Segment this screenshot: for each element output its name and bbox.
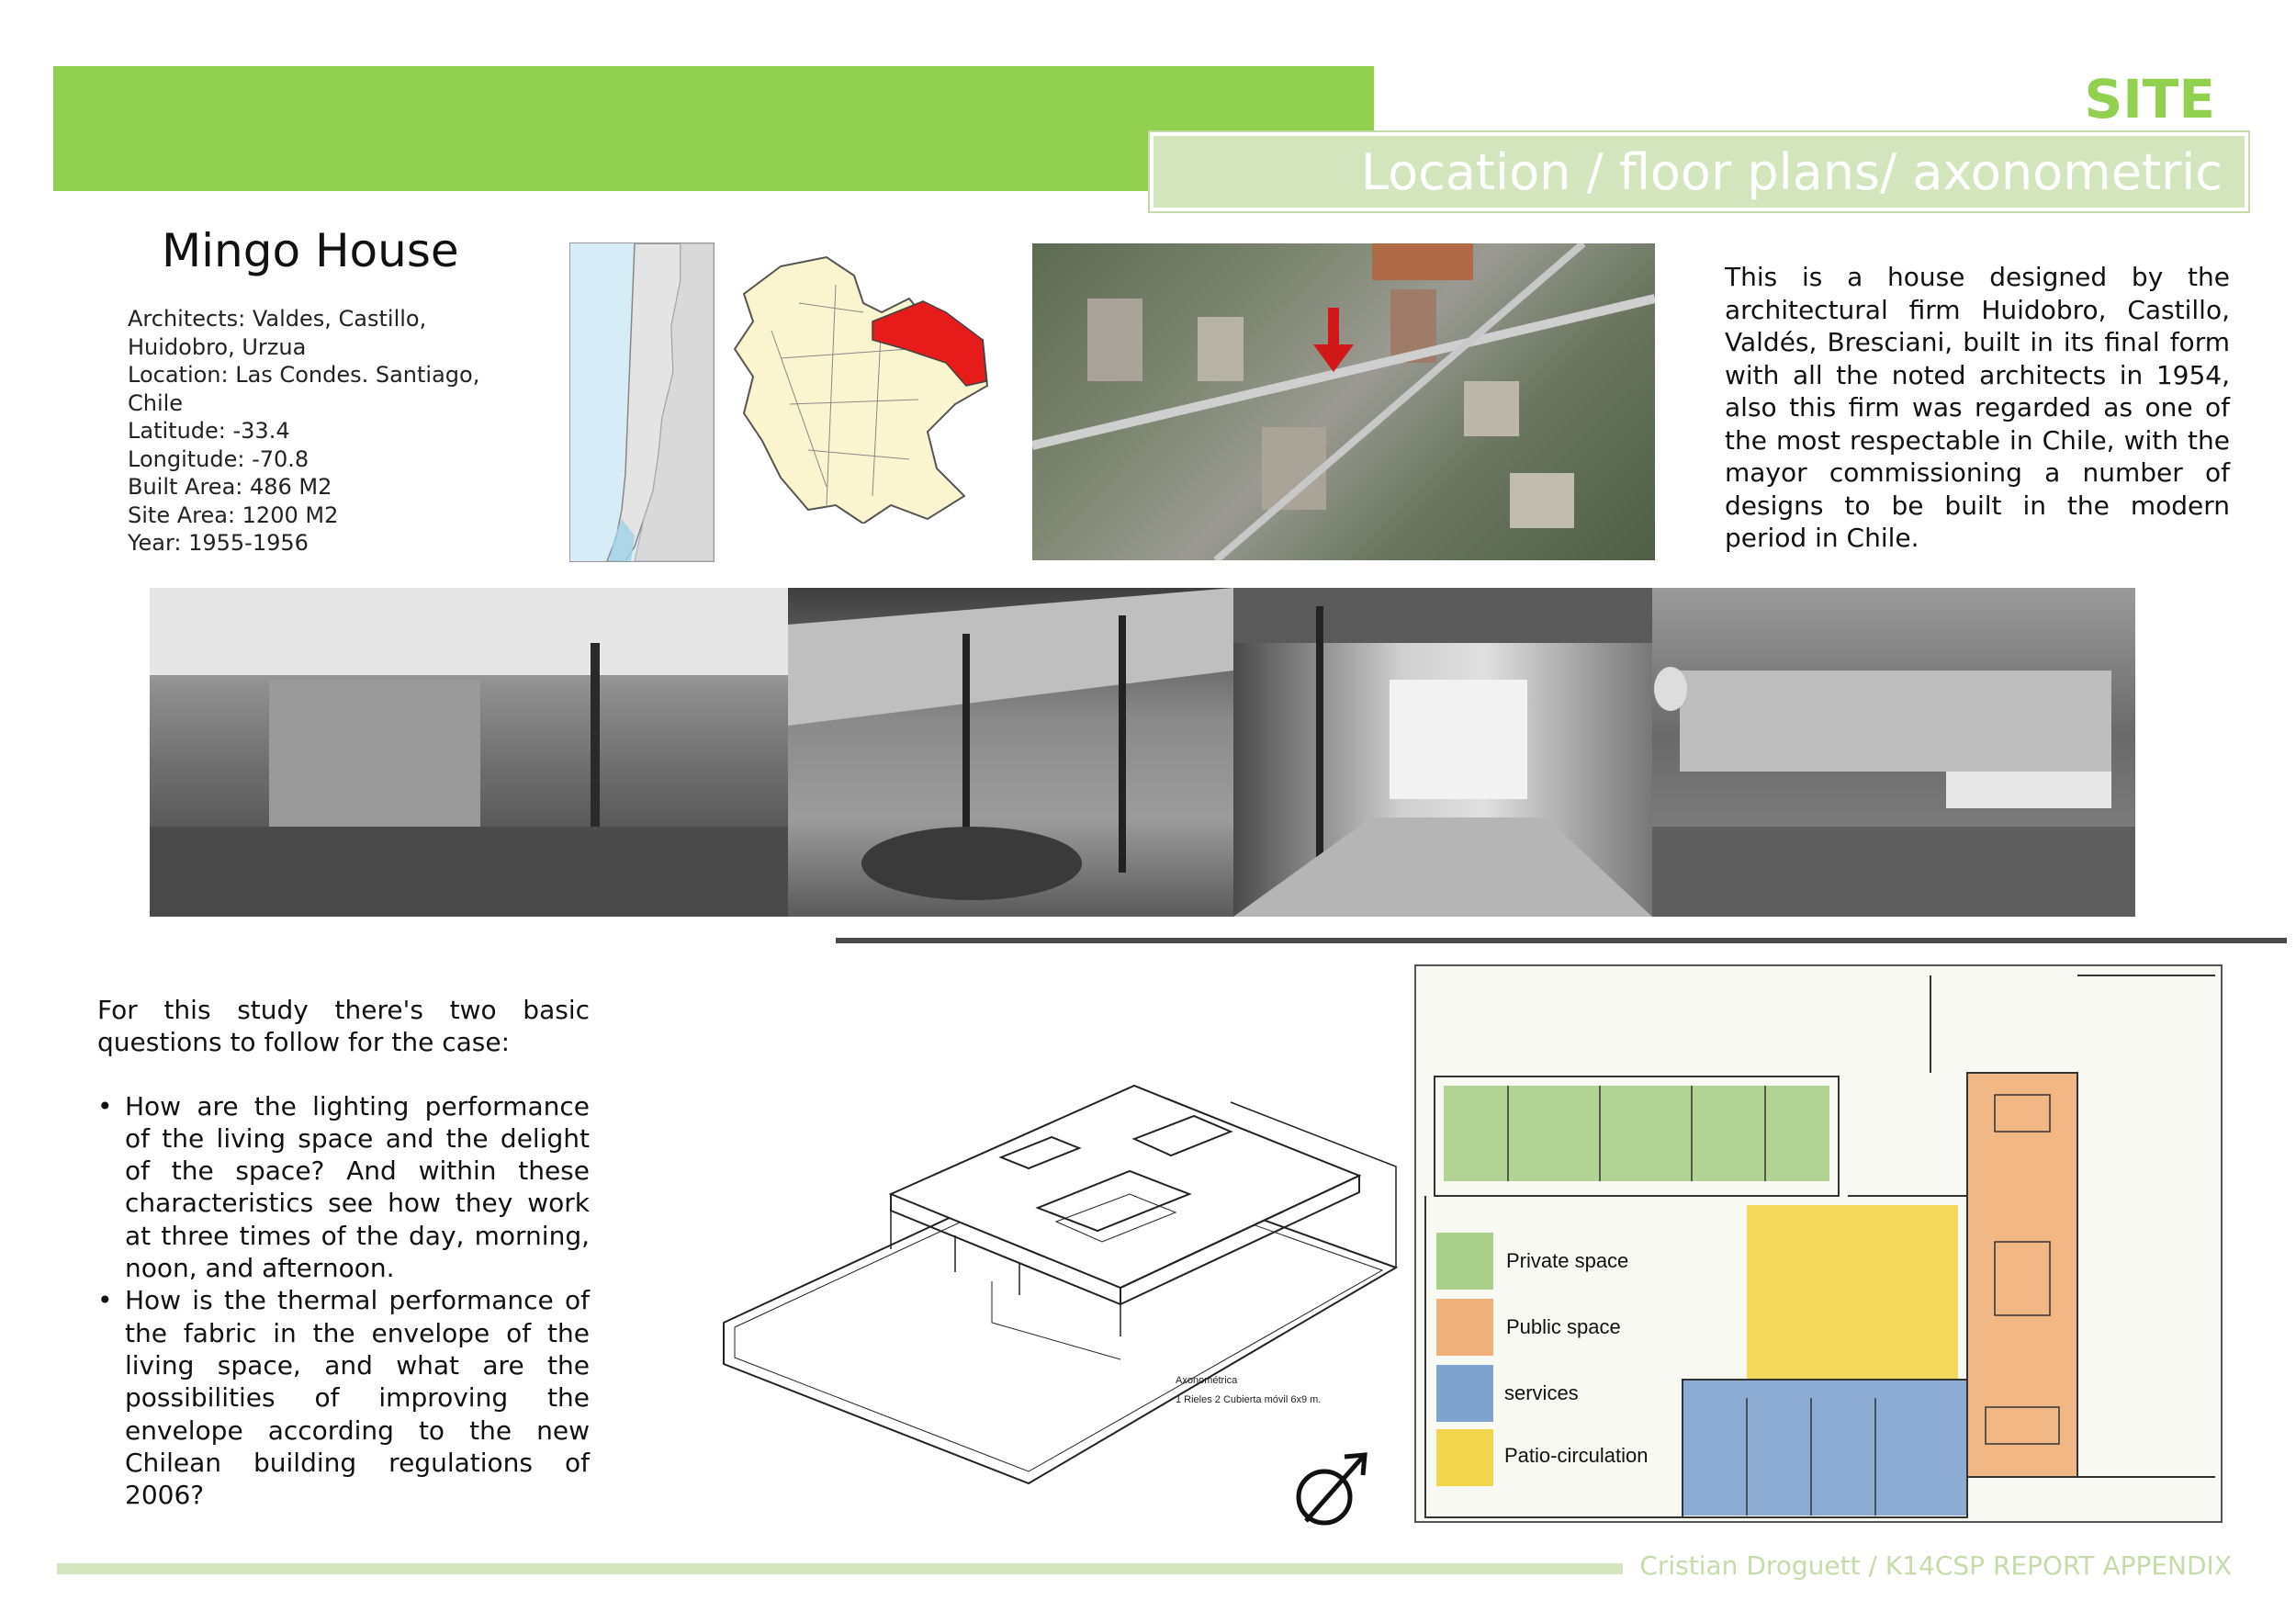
intro-paragraph: This is a house designed by the architectural firm Huidobro, Castillo, Valdés, Bresciani, built in its final form with all the noted architects in 1954, also this firm was regarded as one of the most respectable in Chile, with the mayor commissioning a number of designs to be built in the modern period in Chile. xyxy=(1725,262,2230,553)
subtitle-text: Location / floor plans/ axonometric xyxy=(1360,143,2223,201)
fact-latitude: Latitude: -33.4 xyxy=(128,418,290,444)
question-lighting: How are the lighting performance of the living space and the delight of the space? And within these characteristics see how they work at three times of the day, morning, noon, and afternoon. xyxy=(125,1090,590,1284)
photo-covered-patio xyxy=(788,588,1233,917)
axonometric-drawing xyxy=(716,1047,1414,1488)
fact-location: Location: Las Condes. Santiago, Chile xyxy=(128,362,480,416)
legend-swatch-private xyxy=(1436,1233,1493,1290)
axonometric-caption-title: Axonométrica xyxy=(1176,1375,1238,1386)
section-divider xyxy=(836,938,2287,943)
house-title: Mingo House xyxy=(162,224,459,277)
photo-courtyard xyxy=(150,588,788,917)
legend-label-services: services xyxy=(1504,1381,1579,1404)
study-intro: For this study there's two basic questions to follow for the case: xyxy=(97,995,590,1058)
footer-line xyxy=(57,1563,1623,1574)
bullet: • xyxy=(97,1285,113,1316)
photo-living-room xyxy=(1652,588,2135,917)
legend-label-public: Public space xyxy=(1506,1315,1621,1338)
legend-label-patio: Patio-circulation xyxy=(1504,1444,1649,1467)
footer-credit: Cristian Droguett / K14CSP REPORT APPENDIX xyxy=(1639,1550,2232,1581)
section-title: SITE xyxy=(2084,68,2215,130)
study-questions xyxy=(97,994,590,1511)
north-arrow-icon xyxy=(1293,1449,1372,1528)
question-thermal: How is the thermal performance of the fabric in the envelope of the living space, and what are the possibilities of improving the envelope according to the new Chilean building regulations of 2006? xyxy=(125,1285,590,1511)
red-arrow-marker-icon xyxy=(1313,308,1354,372)
fact-architects: Architects: Valdes, Castillo, Huidobro, Urzua xyxy=(128,306,427,360)
santiago-communes-map xyxy=(726,248,992,524)
fact-year: Year: 1955-1956 xyxy=(128,530,309,556)
legend-label-private: Private space xyxy=(1506,1249,1629,1272)
fact-built-area: Built Area: 486 M2 xyxy=(128,474,332,500)
fact-site-area: Site Area: 1200 M2 xyxy=(128,502,339,528)
axonometric-caption-body: 1 Rieles 2 Cubierta móvil 6x9 m. xyxy=(1176,1394,1322,1405)
aerial-photo xyxy=(1032,243,1655,560)
house-facts xyxy=(128,305,532,558)
photo-corridor xyxy=(1233,588,1652,917)
chile-map xyxy=(569,242,715,562)
legend-swatch-services xyxy=(1436,1365,1493,1422)
floor-plan-legend xyxy=(1433,1223,1671,1471)
list-item xyxy=(97,1090,590,1285)
question-list xyxy=(97,1090,590,1512)
subtitle-banner xyxy=(1150,132,2248,211)
legend-swatch-public xyxy=(1436,1299,1493,1356)
fact-longitude: Longitude: -70.8 xyxy=(128,445,310,472)
list-item xyxy=(97,1284,590,1511)
bullet: • xyxy=(97,1090,113,1121)
legend-swatch-patio xyxy=(1436,1429,1493,1486)
